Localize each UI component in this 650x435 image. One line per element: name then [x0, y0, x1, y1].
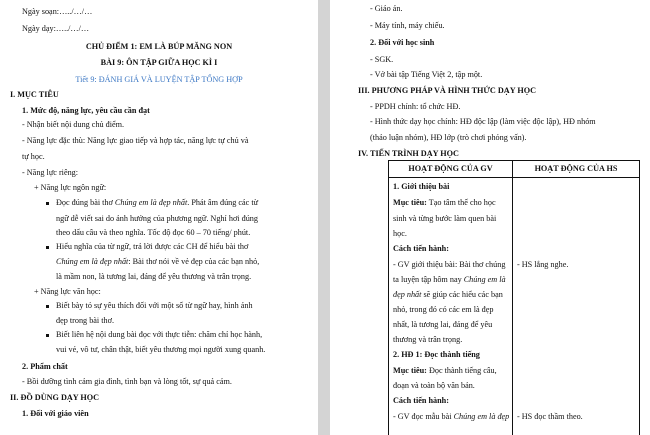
bullet-line: Biết liên hệ nội dung bài đọc với thực tiễn: chăm chỉ học hành, [56, 330, 263, 339]
bullet-line: Chúng em là đẹp nhất: Bài thơ nói về vẻ đẹp của các bạn nhỏ, [56, 257, 260, 266]
table-body [388, 178, 640, 435]
column-divider [512, 161, 513, 177]
gv-cell-line: - GV giới thiệu bài: Bài thơ chúng [393, 260, 506, 269]
gv-cell-line: - GV đọc mẫu bài Chúng em là đẹp [393, 412, 510, 421]
para-line: - Vở bài tập Tiếng Việt 2, tập một. [370, 70, 483, 79]
date-taught: Ngày dạy:…../…/… [22, 24, 90, 33]
hs-cell-line: - HS đọc thầm theo. [517, 412, 583, 421]
square-bullet-icon [46, 246, 49, 249]
bullet-line: đẹp trong bài thơ. [56, 316, 114, 325]
bullet-line: theo dấu câu và theo nghĩa. Tốc độ đọc 60 – 70 tiếng/ phút. [56, 228, 251, 237]
square-bullet-icon [46, 202, 49, 205]
gv-cell-line: Cách tiến hành: [393, 244, 449, 253]
gv-cell-line: Mục tiêu: Đọc thành tiếng câu, [393, 366, 497, 375]
section-methods: III. PHƯƠNG PHÁP VÀ HÌNH THỨC DẠY HỌC [358, 86, 537, 95]
bullet-line: là mầm non, là tương lai, đáng để yêu thương và trân trọng. [56, 272, 252, 281]
gv-cell-line: 1. Giới thiệu bài [393, 182, 450, 191]
table-header [388, 160, 640, 178]
subsection-students: 2. Đối với học sinh [370, 38, 435, 47]
square-bullet-icon [46, 334, 49, 337]
gv-cell-line: đẹp nhất sẽ giúp các hiểu các bạn [393, 290, 503, 299]
date-written: Ngày soạn:…../…/… [22, 7, 93, 16]
column-divider [512, 178, 513, 435]
hs-cell-line: - HS lắng nghe. [517, 260, 569, 269]
para-line: - Nhận biết nội dung chủ điểm. [22, 120, 125, 129]
section-materials: II. ĐỒ DÙNG DẠY HỌC [10, 393, 100, 402]
para-line: (thảo luận nhóm), HĐ lớp (trò chơi phỏng vấn). [370, 133, 527, 142]
para-line: - SGK. [370, 55, 394, 64]
gv-cell-line: học. [393, 229, 407, 238]
para-line: - Giáo án. [370, 4, 403, 13]
bullet-line: Hiểu nghĩa của từ ngữ, trả lời được các CH để hiểu bài thơ [56, 242, 249, 251]
gv-cell-line: ta luyện tập hôm nay Chúng em là [393, 275, 506, 284]
theme-heading: CHỦ ĐIỂM 1: EM LÀ BÚP MĂNG NON [85, 42, 233, 51]
subsection-qualities: 2. Phẩm chất [22, 362, 68, 371]
bullet-line: ngữ dễ viết sai do ảnh hưởng của phương ngữ. Nghỉ hơi đúng [56, 214, 258, 223]
bullet-line: vui vẻ, vô tư, chân thật, biết yêu thương mọi người xung quanh. [56, 345, 266, 354]
para-line: - Năng lực đặc thù: Năng lực giao tiếp và hợp tác, năng lực tự chủ và [22, 136, 249, 145]
gv-cell-line: đoạn và toàn bộ văn bản. [393, 381, 475, 390]
section-process: IV. TIẾN TRÌNH DẠY HỌC [358, 149, 459, 158]
gv-cell-line: nhất, là tương lai, đáng để yêu [393, 320, 493, 329]
header-teacher-activity: HOẠT ĐỘNG CỦA GV [408, 164, 493, 173]
gv-cell-line: Cách tiến hành: [393, 396, 449, 405]
period-heading: Tiết 9: ĐÁNH GIÁ VÀ LUYỆN TẬP TỔNG HỢP [75, 75, 243, 84]
para-line: + Năng lực văn học: [34, 287, 101, 296]
para-line: + Năng lực ngôn ngữ: [34, 183, 107, 192]
subsection-competencies: 1. Mức độ, năng lực, yêu cầu cần đạt [22, 106, 150, 115]
square-bullet-icon [46, 305, 49, 308]
gv-cell-line: nhỏ, trong đó có các em là đẹp [393, 305, 494, 314]
document-page-left [0, 0, 318, 435]
bullet-line: Biết bày tỏ sự yêu thích đối với một số từ ngữ hay, hình ảnh [56, 301, 253, 310]
para-line: - Bồi dưỡng tình cảm gia đình, tình bạn và lòng tốt, sự quả cảm. [22, 377, 232, 386]
header-student-activity: HOẠT ĐỘNG CỦA HS [534, 164, 618, 173]
gv-cell-line: Mục tiêu: Tạo tâm thế cho học [393, 198, 496, 207]
para-line: - PPDH chính: tổ chức HĐ. [370, 102, 461, 111]
lesson-heading: BÀI 9: ÔN TẬP GIỮA HỌC KÌ I [100, 58, 218, 67]
para-line: - Hình thức dạy học chính: HĐ độc lập (làm việc độc lập), HĐ nhóm [370, 117, 596, 126]
activity-table [388, 160, 640, 435]
gv-cell-line: sinh và từng bước làm quen bài [393, 214, 497, 223]
gv-cell-line: thương và trân trọng. [393, 335, 463, 344]
gv-cell-line: 2. HĐ 1: Đọc thành tiếng [393, 350, 480, 359]
para-line: tự học. [22, 152, 45, 161]
document-page-right [330, 0, 650, 435]
para-line: - Năng lực riêng: [22, 168, 79, 177]
subsection-teacher: 1. Đối với giáo viên [22, 409, 89, 418]
bullet-line: Đọc đúng bài thơ Chúng em là đẹp nhất. Phát âm đúng các từ [56, 198, 259, 207]
para-line: - Máy tính, máy chiếu. [370, 21, 445, 30]
section-objectives: I. MỤC TIÊU [10, 90, 59, 99]
